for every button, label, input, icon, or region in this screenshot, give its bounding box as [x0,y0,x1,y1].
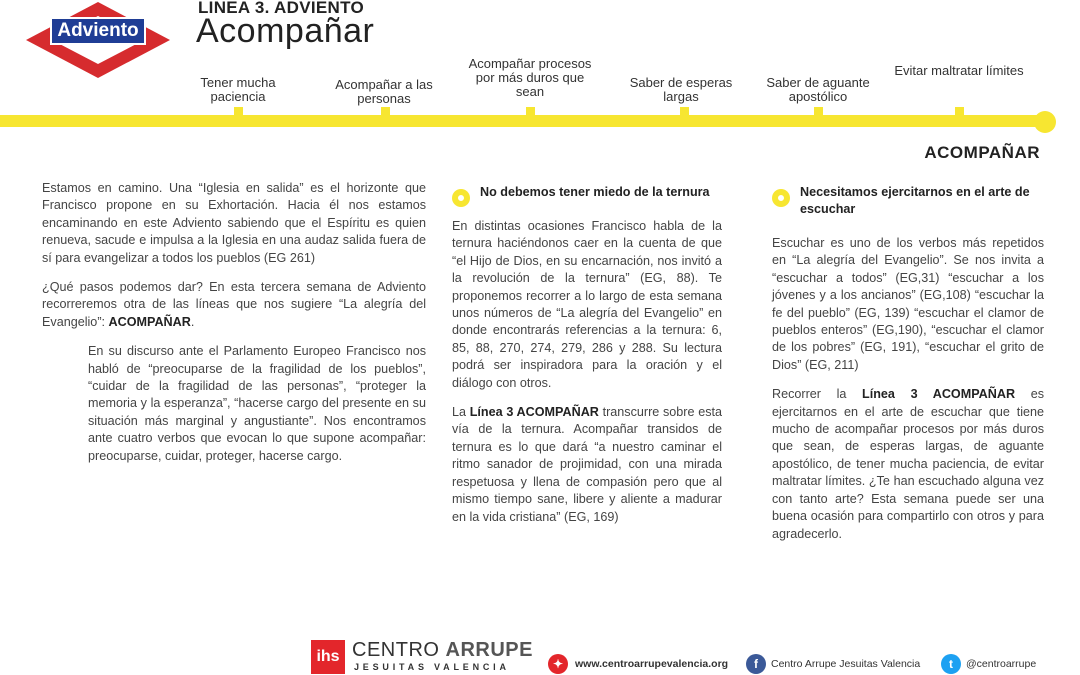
ihs-logo: ihs [311,640,345,674]
ternura-paragraph-2 [452,404,722,526]
page-title: Acompañar [196,12,375,50]
column-escuchar [772,184,1044,555]
ternura-p2-end: transcurre sobre esta vía de la ternura. Acompañar transidos de ternura es lo que dará “a nuestro caminar el ritmo sanador de projimidad, con una mirada respetuosa y llena de compasión pero que al mismo tiempo sane, libere y aliente a madurar en la vida cristiana” (EG, 169) [452,405,723,524]
facebook-link[interactable]: Centro Arrupe Jesuitas Valencia [771,658,921,670]
facebook-icon: f [746,654,766,674]
escuchar-p2-keyword: Línea 3 ACOMPAÑAR [862,387,1016,402]
escuchar-p2-end: es ejercitarnos en el arte de escuchar que tiene mucho de acompañar procesos por más duros que sean, de esperas largas, de aguante apostólico, de tener mucha paciencia, de evitar maltratar límites. ¿Te han escuchado alguna vez con tanto arte? Esta semana puede ser una buena ocasión para compartirlo con otros y para agradecerlo. [772,387,1044,541]
line-label: LINEA 3. ADVIENTO [198,0,364,17]
logo-label: Adviento [50,17,146,45]
station-5: Saber de aguante apostólico [766,75,870,104]
twitter-link[interactable]: @centroarrupe [966,658,1037,670]
escuchar-heading-text: Necesitamos ejercitarnos en el arte de escuchar [800,185,1030,216]
section-heading: ACOMPAÑAR [924,143,1040,162]
escuchar-p2-start: Recorrer la [772,387,863,402]
question-text: ¿Qué pasos podemos dar? En esta tercera semana de Adviento recorreremos otra de las líneas que nos sugiere “La alegría del Evangelio”: [42,280,426,329]
column-ternura [452,184,722,538]
web-icon: ✦ [548,654,568,674]
website-link[interactable]: www.centroarrupevalencia.org [575,658,729,670]
metro-line-end [1034,111,1056,133]
station-2: Acompañar a las personas [335,77,433,106]
station-3: Acompañar procesos por más duros que sean [468,56,592,99]
escuchar-paragraph-2 [772,386,1044,543]
ternura-heading [452,184,722,201]
adviento-logo [24,0,172,80]
station-bullet-icon [452,189,470,207]
question-paragraph [42,279,426,331]
station-1: Tener mucha paciencia [200,75,276,104]
ternura-p2-start: La [452,405,470,420]
question-end: . [190,314,195,329]
question-keyword: ACOMPAÑAR [108,314,191,329]
org-name [352,639,533,662]
metro-line [0,115,1046,127]
twitter-icon: t [941,654,961,674]
ternura-p2-keyword: Línea 3 ACOMPAÑAR [469,405,599,420]
parliament-paragraph: En su discurso ante el Parlamento Europeo Francisco nos habló de “preocuparse de la fragilidad de los pueblos”, “cuidar de la fragilidad de las personas”, “proteger la memoria y la esperanza”, “hacerse cargo del presente en su situación más marginal y angustiante”. Nos encontramos ante cuatro verbos que evocan lo que supone acompañar: preocuparse, cuidar, proteger, hacerse cargo. [88,344,426,463]
org-subtitle: JESUITAS VALENCIA [354,662,510,672]
intro-paragraph: Estamos en camino. Una “Iglesia en salida” es el horizonte que Francisco propone en su Exhortación. Hacia él nos estamos encaminando en este Adviento sabiendo que el Espíritu es quien renueva, sacude e impulsa a la Iglesia en una audaz salida fuera de sí para evangelizar a todos los pueblos (EG 261) [42,181,426,265]
escuchar-heading [772,184,1044,218]
station-bullet-icon [772,189,790,207]
org-name-a: CENTRO [352,639,440,661]
column-intro [42,180,426,477]
escuchar-paragraph-1: Escuchar es uno de los verbos más repetidos en “La alegría del Evangelio”. Se nos invita a “escuchar a todos” (EG,31) “escuchar a los jóvenes y a los ancianos” (EG,108) “escuchar la fe del pueblo” (EG, 139) “escuchar el clamor de pueblos enteros” (EG,190), “escuchar el clamor de los pobres” (EG, 191), “escuchar el grito de Dios” (EG, 211) [772,236,1044,372]
station-4: Saber de esperas largas [629,75,733,104]
station-6: Evitar maltratar límites [894,63,1024,78]
ternura-paragraph-1: En distintas ocasiones Francisco habla de la ternura haciéndonos caer en la cuenta de que “el Hijo de Dios, en su encarnación, nos invitó a la revolución de la ternura” (EG, 88). Te proponemos recorrer a lo largo de esta semana unos números de “La alegría del Evangelio” en donde encontrarás referencias a la ternura: 6, 85, 88, 270, 274, 279, 286 y 288. Su lectura podrá ser inspiradora para la oración y el diálogo con otros. [452,219,722,390]
ternura-heading-text: No debemos tener miedo de la ternura [480,185,710,199]
org-name-b: ARRUPE [445,639,533,661]
